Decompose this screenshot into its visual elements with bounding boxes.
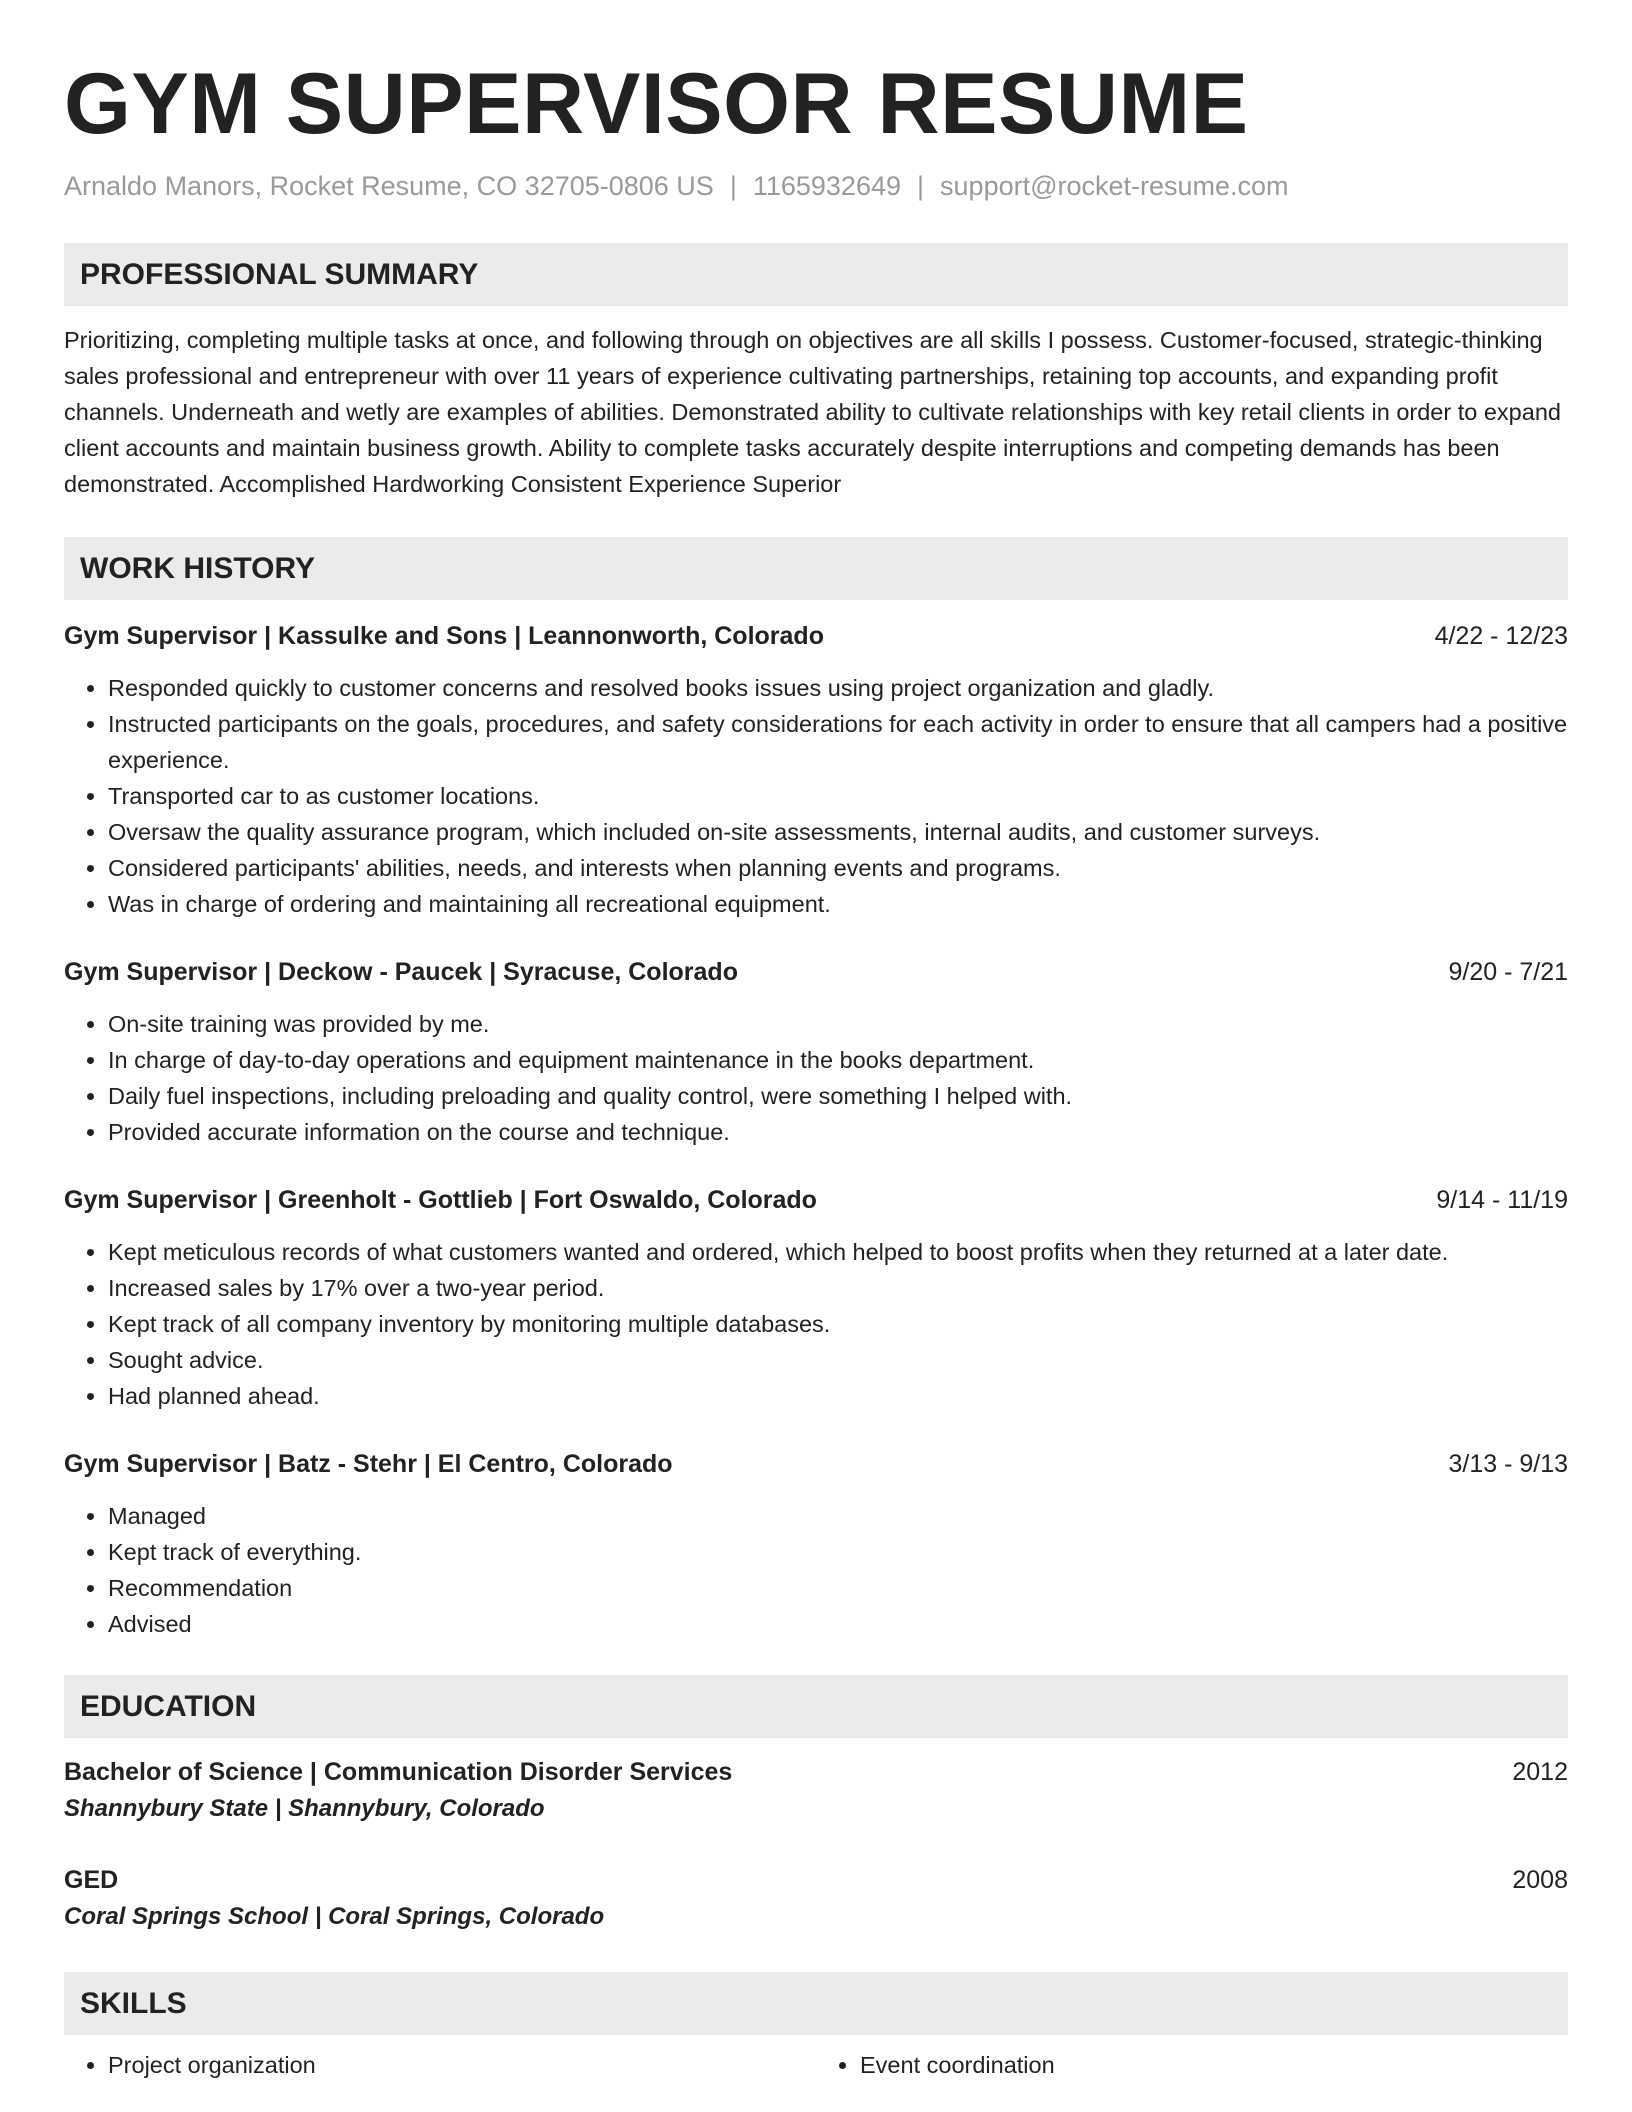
- section-header-work-history: WORK HISTORY: [64, 537, 1568, 600]
- job-title-line: Gym Supervisor | Batz - Stehr | El Centro, Colorado: [64, 1450, 673, 1478]
- job-header-row: [64, 1446, 1568, 1482]
- job-bullet: • In charge of day-to-day operations and equipment maintenance in the books department.: [108, 1042, 1568, 1078]
- job-bullet: • Provided accurate information on the course and technique.: [108, 1114, 1568, 1150]
- job-bullet: • Kept track of everything.: [108, 1534, 1568, 1570]
- skills-column-right: [816, 2047, 1568, 2083]
- skill-item: • Event coordination: [860, 2047, 1568, 2083]
- job-bullet: • Considered participants' abilities, needs, and interests when planning events and programs.: [108, 850, 1568, 886]
- education-entry: [64, 1754, 1568, 1828]
- skill-item: • Project organization: [108, 2047, 816, 2083]
- job-title-line: Gym Supervisor | Deckow - Paucek | Syracuse, Colorado: [64, 958, 738, 986]
- education-entry: [64, 1862, 1568, 1936]
- contact-separator: |: [729, 171, 737, 201]
- education-year: 2012: [1512, 1758, 1568, 1786]
- job-bullet: • Kept track of all company inventory by monitoring multiple databases.: [108, 1306, 1568, 1342]
- job-title-line: Gym Supervisor | Greenholt - Gottlieb | Fort Oswaldo, Colorado: [64, 1186, 817, 1214]
- job-entry: [64, 618, 1568, 922]
- contact-line: [64, 168, 1568, 204]
- job-header-row: [64, 954, 1568, 990]
- job-bullet-list: [64, 1234, 1568, 1414]
- job-dates: 4/22 - 12/23: [1434, 622, 1568, 650]
- job-dates: 9/20 - 7/21: [1448, 958, 1568, 986]
- education-degree: Bachelor of Science | Communication Disorder Services: [64, 1758, 733, 1786]
- job-bullet: • On-site training was provided by me.: [108, 1006, 1568, 1042]
- job-bullet: • Kept meticulous records of what customers wanted and ordered, which helped to boost profits when they returned at a later date.: [108, 1234, 1568, 1270]
- education-header-row: [64, 1862, 1568, 1898]
- job-bullet: • Managed: [108, 1498, 1568, 1534]
- job-header-row: [64, 618, 1568, 654]
- section-header-professional-summary: PROFESSIONAL SUMMARY: [64, 243, 1568, 306]
- job-dates: 3/13 - 9/13: [1448, 1450, 1568, 1478]
- job-entry: [64, 1446, 1568, 1642]
- contact-phone: 1165932649: [752, 171, 902, 201]
- job-bullet: • Daily fuel inspections, including preloading and quality control, were something I helped with.: [108, 1078, 1568, 1114]
- job-bullet: • Was in charge of ordering and maintaining all recreational equipment.: [108, 886, 1568, 922]
- section-header-skills: SKILLS: [64, 1972, 1568, 2035]
- education-school: Shannybury State | Shannybury, Colorado: [64, 1795, 545, 1822]
- job-entry: [64, 954, 1568, 1150]
- contact-address: Arnaldo Manors, Rocket Resume, CO 32705-0806 US: [64, 171, 714, 201]
- job-dates: 9/14 - 11/19: [1436, 1186, 1568, 1214]
- summary-text: Prioritizing, completing multiple tasks at once, and following through on objectives are all skills I possess. Customer-focused, strategic-thinking sales professional and entrepreneur with over 11 years of experience cultivating partnerships, retaining top accounts, and expanding profit channels. Underneath and wetly are examples of abilities. Demonstrated ability to cultivate relationships with key retail clients in order to expand client accounts and maintain business growth. Ability to complete tasks accurately despite interruptions and competing demands has been demonstrated. Accomplished Hardworking Consistent Experience Superior: [64, 327, 1561, 497]
- education-year: 2008: [1512, 1866, 1568, 1894]
- job-title-line: Gym Supervisor | Kassulke and Sons | Leannonworth, Colorado: [64, 622, 824, 650]
- education-degree: GED: [64, 1866, 119, 1894]
- skills-column-left: [64, 2047, 816, 2083]
- job-bullet: • Responded quickly to customer concerns and resolved books issues using project organization and gladly.: [108, 670, 1568, 706]
- job-entry: [64, 1182, 1568, 1414]
- job-bullet-list: [64, 1006, 1568, 1150]
- contact-email: support@rocket-resume.com: [940, 171, 1289, 201]
- job-bullet: • Sought advice.: [108, 1342, 1568, 1378]
- job-bullet: • Recommendation: [108, 1570, 1568, 1606]
- job-bullet-list: [64, 1498, 1568, 1642]
- resume-title: GYM SUPERVISOR RESUME: [64, 56, 1249, 152]
- job-bullet: • Transported car to as customer locations.: [108, 778, 1568, 814]
- job-header-row: [64, 1182, 1568, 1218]
- job-bullet: • Instructed participants on the goals, procedures, and safety considerations for each activity in order to ensure that all campers had a positive experience.: [108, 706, 1568, 778]
- job-bullet: • Advised: [108, 1606, 1568, 1642]
- contact-separator: |: [917, 171, 925, 201]
- section-header-education: EDUCATION: [64, 1675, 1568, 1738]
- job-bullet: • Increased sales by 17% over a two-year period.: [108, 1270, 1568, 1306]
- job-bullet: • Oversaw the quality assurance program, which included on-site assessments, internal audits, and customer surveys.: [108, 814, 1568, 850]
- education-header-row: [64, 1754, 1568, 1790]
- job-bullet: • Had planned ahead.: [108, 1378, 1568, 1414]
- education-school: Coral Springs School | Coral Springs, Colorado: [64, 1903, 605, 1930]
- job-bullet-list: [64, 670, 1568, 922]
- skills-grid: [64, 2047, 1568, 2083]
